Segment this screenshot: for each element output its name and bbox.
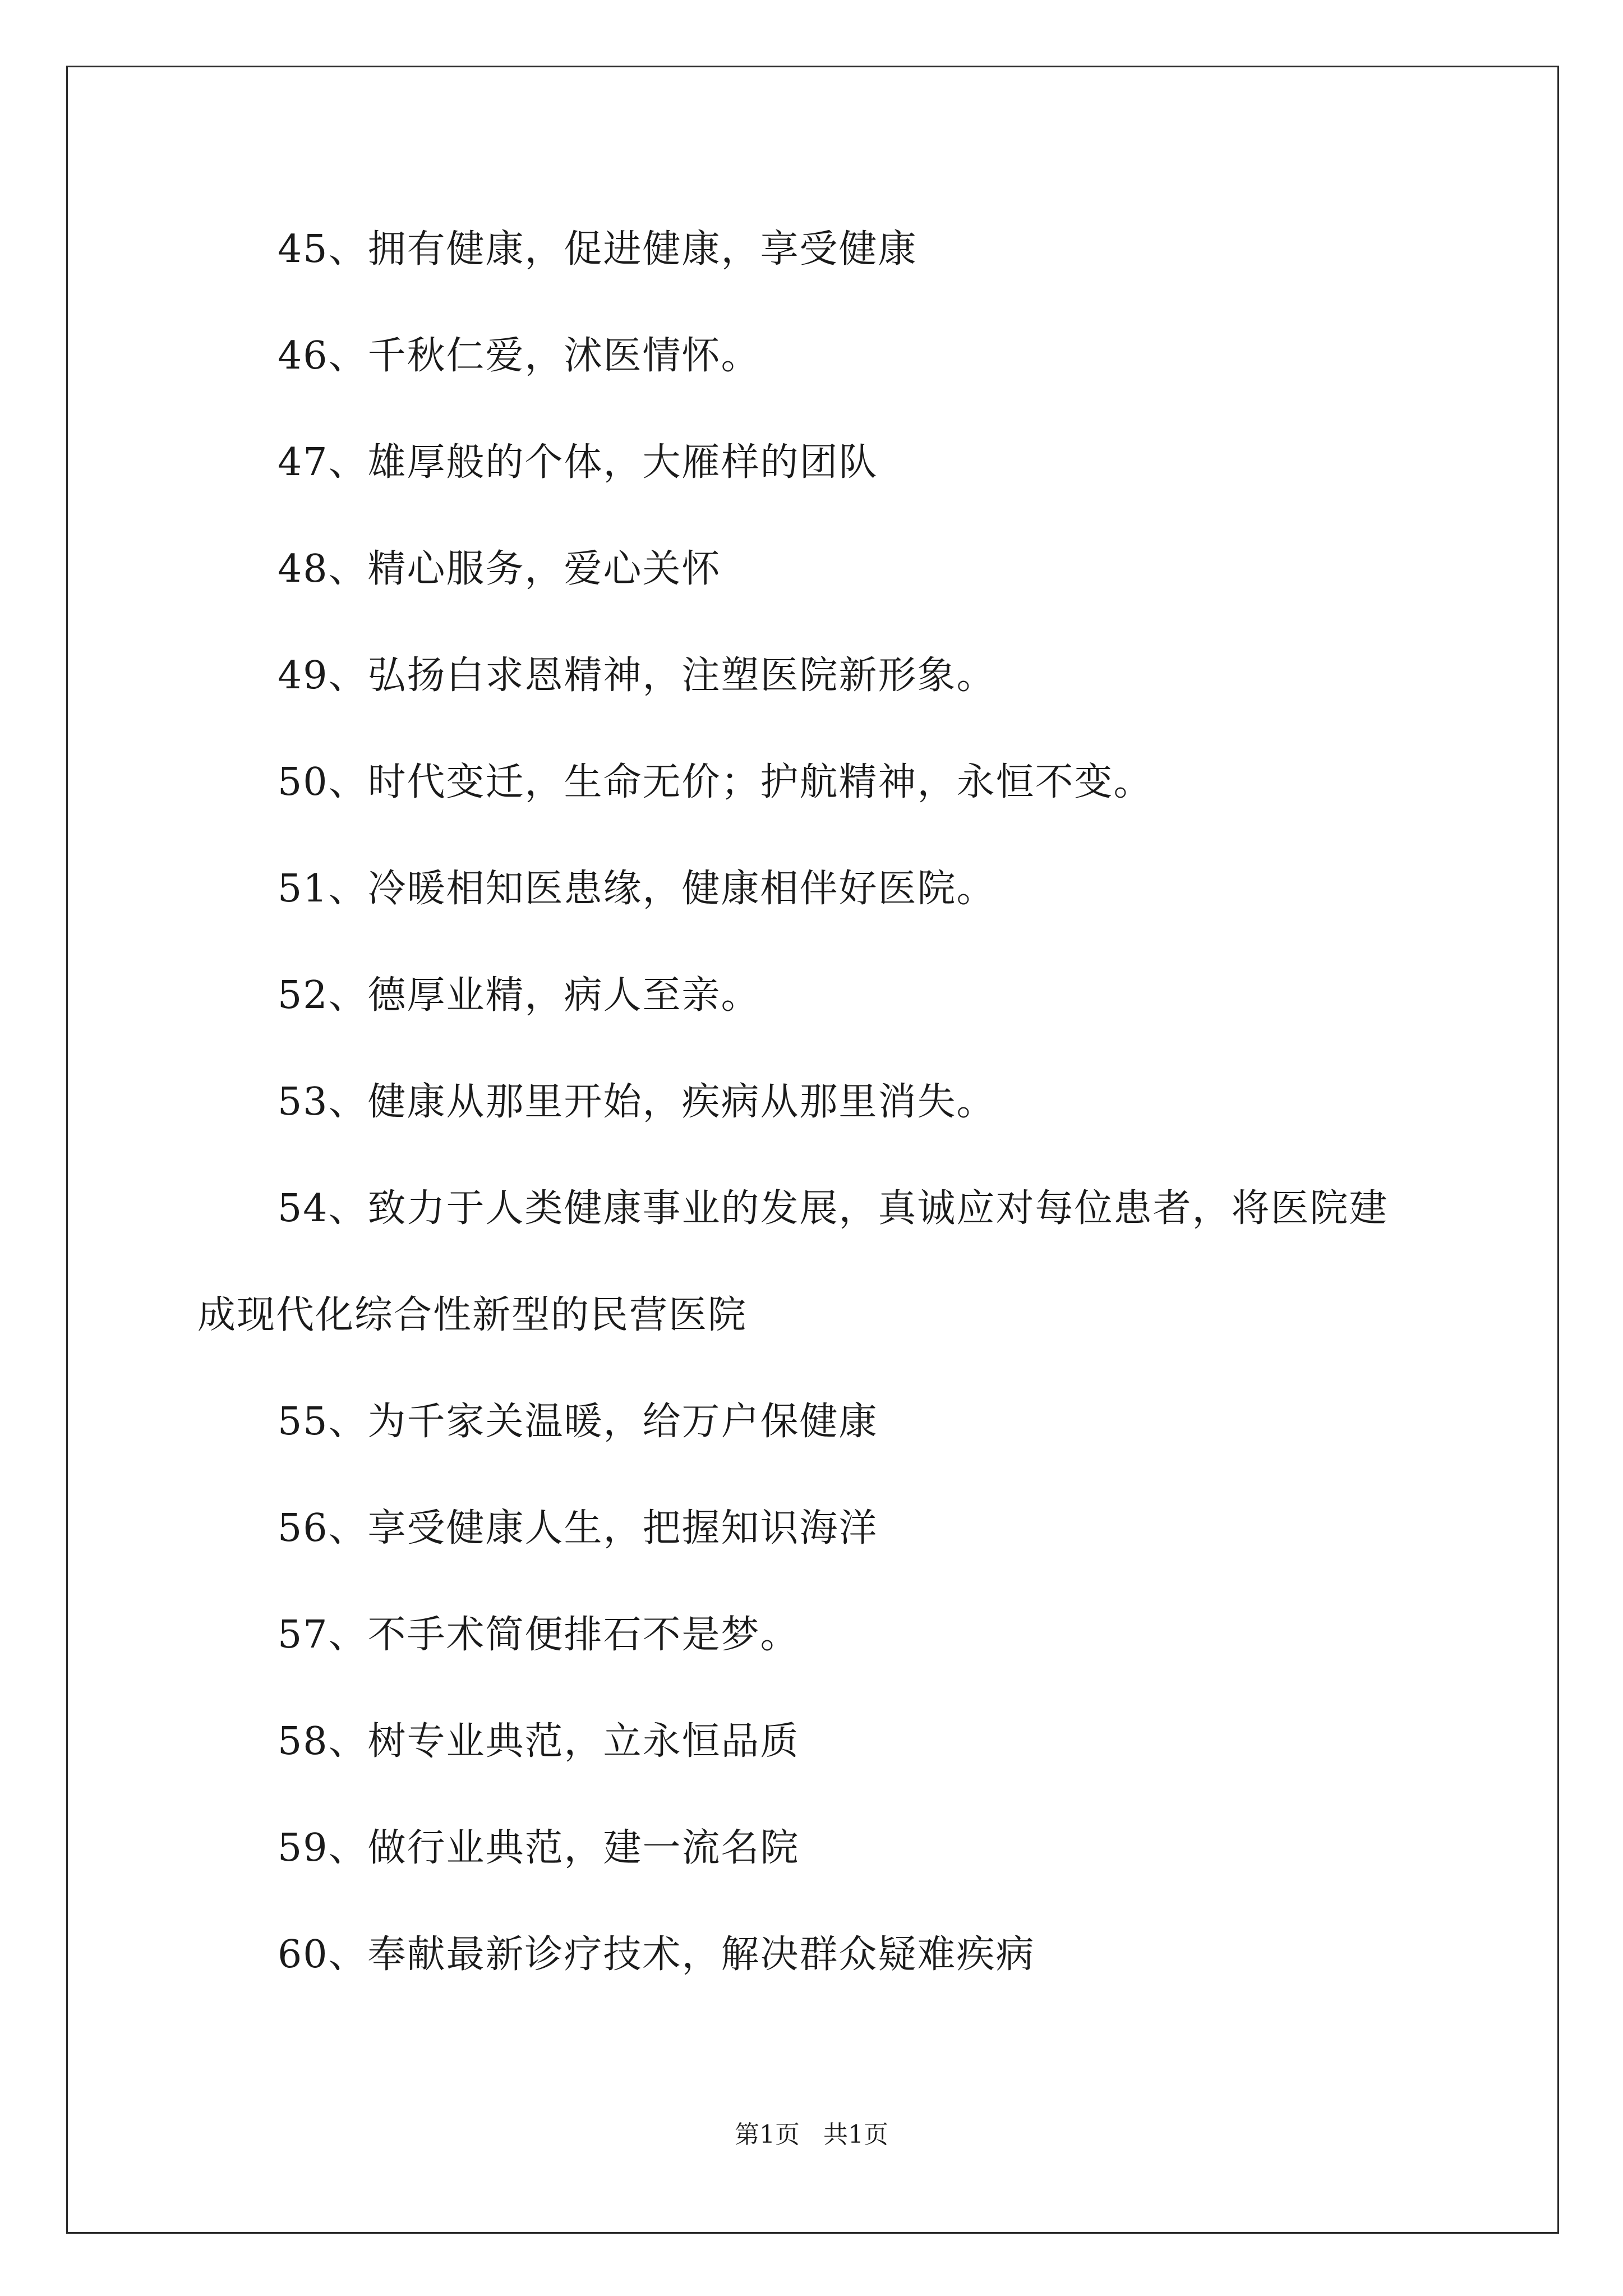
slogan-line-54-continued: 成现代化综合性新型的民营医院	[197, 1293, 748, 1337]
slogan-line-45: 45、拥有健康，促进健康，享受健康	[278, 227, 917, 272]
slogan-line-50: 50、时代变迁，生命无价；护航精神，永恒不变。	[278, 760, 1153, 804]
slogan-line-51: 51、冷暖相知医患缘，健康相伴好医院。	[278, 867, 996, 911]
slogan-line-48: 48、精心服务，爱心关怀	[278, 547, 721, 591]
page-border	[66, 66, 1559, 2234]
slogan-line-56: 56、享受健康人生，把握知识海洋	[278, 1506, 878, 1550]
slogan-line-59: 59、做行业典范，建一流名院	[278, 1826, 800, 1870]
slogan-line-46: 46、千秋仁爱，沭医情怀。	[278, 334, 760, 378]
slogan-line-55: 55、为千家关温暖，给万户保健康	[278, 1400, 878, 1444]
slogan-line-53: 53、健康从那里开始，疾病从那里消失。	[278, 1080, 996, 1124]
page-number-footer: 第1页 共1页	[735, 2120, 888, 2149]
slogan-line-49: 49、弘扬白求恩精神，注塑医院新形象。	[278, 654, 996, 698]
slogan-line-47: 47、雄厚般的个体，大雁样的团队	[278, 440, 878, 485]
slogan-line-54: 54、致力于人类健康事业的发展，真诚应对每位患者，将医院建	[278, 1186, 1389, 1231]
slogan-line-58: 58、树专业典范，立永恒品质	[278, 1719, 800, 1764]
slogan-line-57: 57、不手术简便排石不是梦。	[278, 1613, 800, 1657]
slogan-line-52: 52、德厚业精，病人至亲。	[278, 973, 760, 1018]
slogan-line-60: 60、奉献最新诊疗技术，解决群众疑难疾病	[278, 1932, 1035, 1977]
